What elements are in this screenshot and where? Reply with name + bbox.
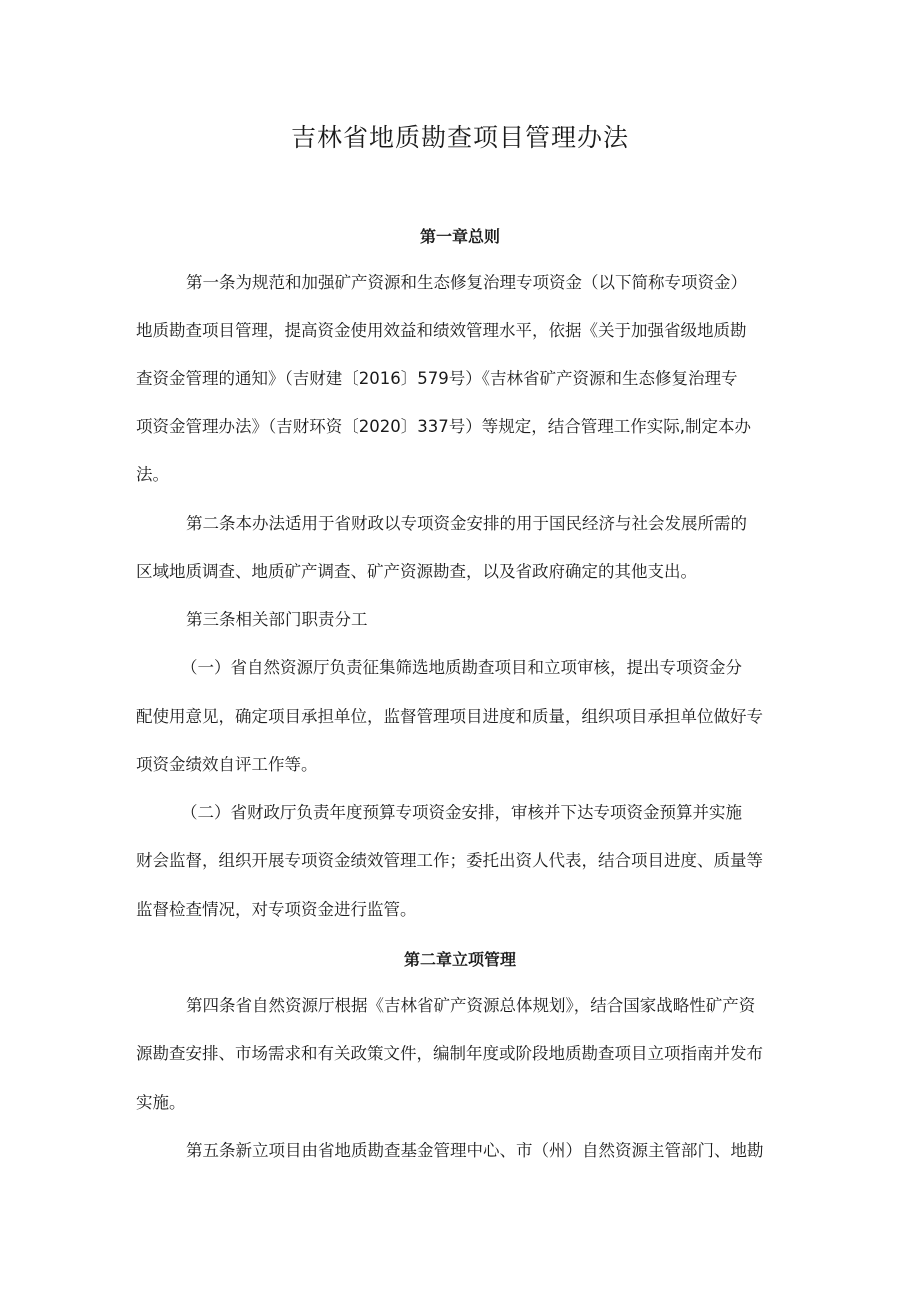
paragraph-line: （一）省自然资源厅负责征集筛选地质勘查项目和立项审核，提出专项资金分 — [181, 658, 742, 677]
chapter-heading: 第二章立项管理 — [403, 950, 516, 969]
paragraph-line: 法。 — [136, 465, 169, 484]
document-title: 吉林省地质勘查项目管理办法 — [290, 123, 629, 152]
paragraph-line: 配使用意见，确定项目承担单位，监督管理项目进度和质量，组织项目承担单位做好专 — [136, 707, 763, 726]
paragraph-line: 第三条相关部门职责分工 — [186, 610, 368, 629]
paragraph-line: 第二条本办法适用于省财政以专项资金安排的用于国民经济与社会发展所需的 — [186, 514, 747, 533]
paragraph-line: 项资金管理办法》（吉财环资〔2020〕337号）等规定，结合管理工作实际,制定本办 — [136, 417, 751, 436]
paragraph-line: 实施。 — [136, 1093, 186, 1112]
chapter-heading: 第一章总则 — [419, 227, 500, 246]
paragraph-line: （二）省财政厅负责年度预算专项资金安排，审核并下达专项资金预算并实施 — [181, 803, 742, 822]
paragraph-line: 监督检查情况，对专项资金进行监管。 — [136, 900, 417, 919]
paragraph-line: 查资金管理的通知》（吉财建〔2016〕579号）《吉林省矿产资源和生态修复治理专 — [136, 369, 738, 388]
paragraph-line: 区域地质调查、地质矿产调查、矿产资源勘查，以及省政府确定的其他支出。 — [136, 562, 697, 581]
paragraph-line: 地质勘查项目管理，提高资金使用效益和绩效管理水平，依据《关于加强省级地质勘 — [136, 321, 747, 340]
paragraph-line: 项资金绩效自评工作等。 — [136, 755, 318, 774]
paragraph-line: 源勘查安排、市场需求和有关政策文件，编制年度或阶段地质勘查项目立项指南并发布 — [136, 1044, 763, 1063]
paragraph-line: 第五条新立项目由省地质勘查基金管理中心、市（州）自然资源主管部门、地勘 — [186, 1141, 764, 1160]
paragraph-line: 第四条省自然资源厅根据《吉林省矿产资源总体规划》，结合国家战略性矿产资 — [186, 996, 756, 1015]
paragraph-line: 财会监督，组织开展专项资金绩效管理工作；委托出资人代表，结合项目进度、质量等 — [136, 851, 763, 870]
paragraph-line: 第一条为规范和加强矿产资源和生态修复治理专项资金（以下简称专项资金） — [186, 273, 747, 292]
